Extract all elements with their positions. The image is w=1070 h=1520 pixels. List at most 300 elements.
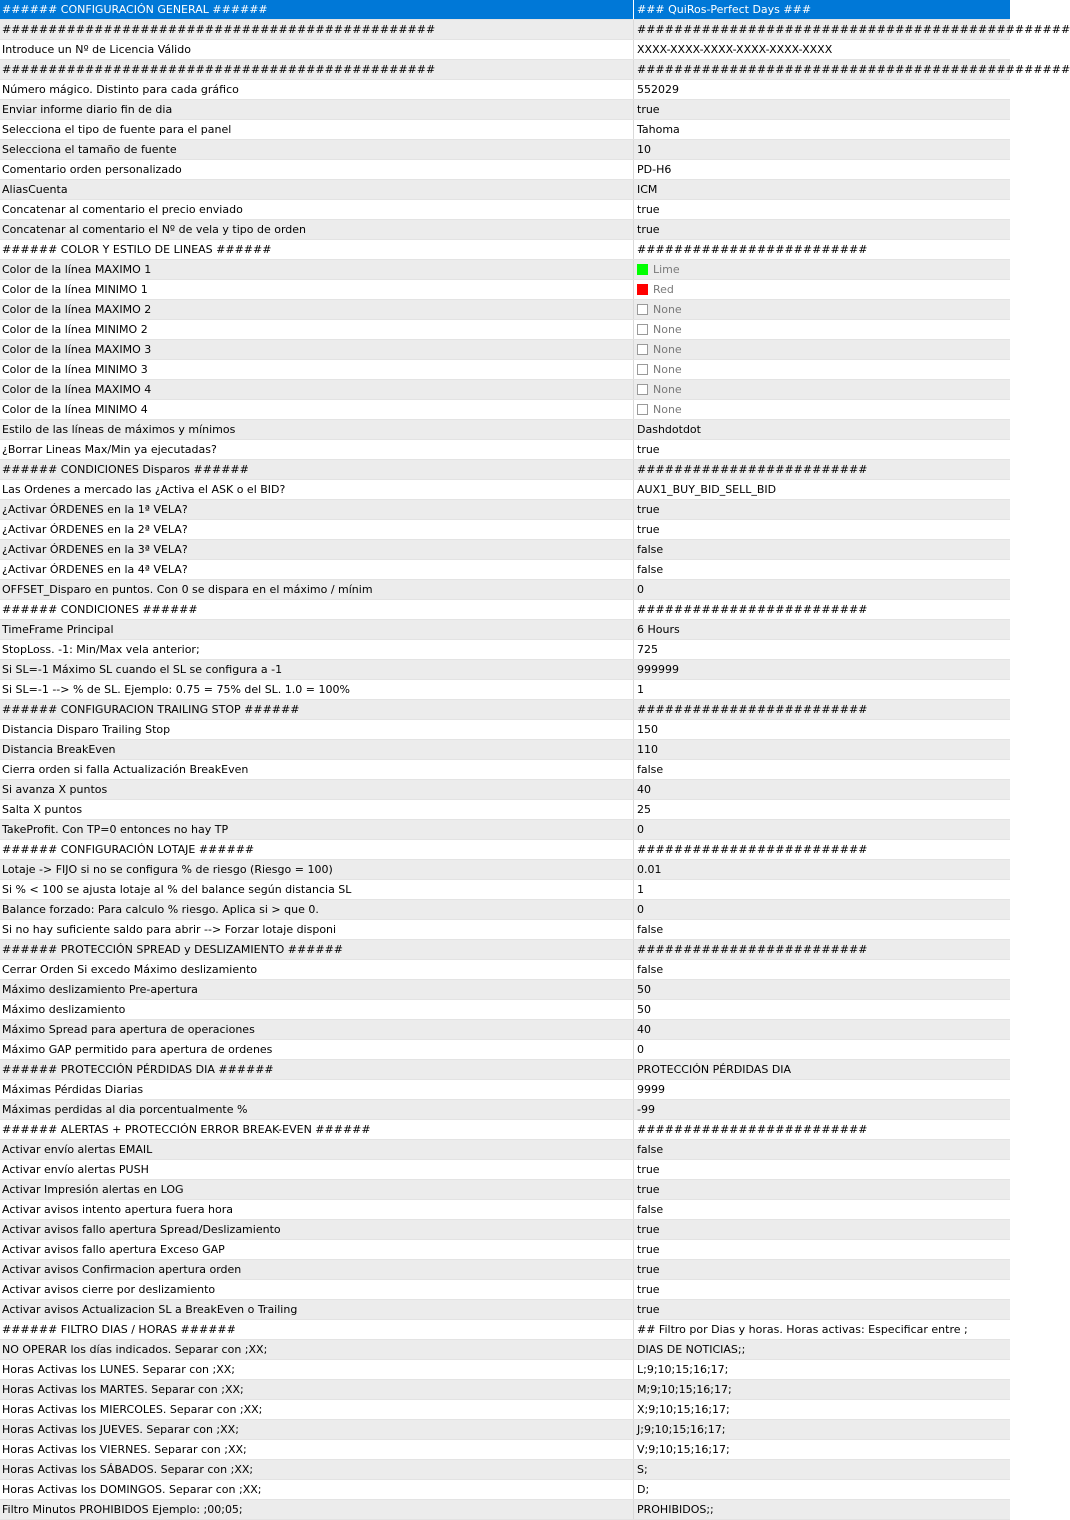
parameter-name: Activar avisos intento apertura fuera hora [0,1200,634,1219]
parameter-row[interactable] [0,320,1010,340]
parameter-name: Enviar informe diario fin de dia [0,100,634,119]
parameter-value[interactable] [634,1380,1010,1399]
parameter-row[interactable] [0,620,1010,640]
parameter-row[interactable] [0,640,1010,660]
parameter-row[interactable] [0,100,1010,120]
parameter-value[interactable] [634,160,1010,179]
parameter-name: Horas Activas los JUEVES. Separar con ;XX; [0,1420,634,1439]
parameter-value-text: ######################### [637,1123,868,1136]
parameter-value-text: J;9;10;15;16;17; [637,1423,726,1436]
parameter-value[interactable] [634,920,1010,939]
parameter-row[interactable] [0,1040,1010,1060]
parameter-row[interactable] [0,1460,1010,1480]
parameter-name: Introduce un Nº de Licencia Válido [0,40,634,59]
parameter-value-text: ######################### [637,703,868,716]
parameter-name: Cerrar Orden Si excedo Máximo deslizamiento [0,960,634,979]
parameter-value-text: ######################### [637,463,868,476]
parameter-value-text: AUX1_BUY_BID_SELL_BID [637,483,777,496]
parameter-value-text: ######################### [637,243,868,256]
parameter-row[interactable] [0,920,1010,940]
parameter-value[interactable] [634,200,1010,219]
color-swatch-icon [637,344,648,355]
parameter-value[interactable] [634,520,1010,539]
parameter-value-text: 0 [637,1043,644,1056]
parameter-row[interactable] [0,460,1010,480]
parameter-value-text: 1 [637,883,644,896]
parameter-name: Si % < 100 se ajusta lotaje al % del balance según distancia SL [0,880,634,899]
parameter-value-text: false [637,1203,664,1216]
parameter-row[interactable] [0,240,1010,260]
parameter-row[interactable] [0,40,1010,60]
parameter-value[interactable] [634,120,1010,139]
parameter-row[interactable] [0,340,1010,360]
color-name: None [653,303,682,316]
parameter-value-text: false [637,543,664,556]
parameter-value[interactable] [634,640,1010,659]
parameter-row[interactable] [0,1500,1010,1520]
parameter-row[interactable] [0,120,1010,140]
parameter-row[interactable] [0,1340,1010,1360]
parameter-value-text: 725 [637,643,658,656]
parameter-value-text: 0.01 [637,863,662,876]
parameter-name: Lotaje -> FIJO si no se configura % de riesgo (Riesgo = 100) [0,860,634,879]
parameter-value[interactable] [634,1240,1010,1259]
parameter-name: Distancia Disparo Trailing Stop [0,720,634,739]
parameter-row[interactable] [0,720,1010,740]
parameter-name: ¿Borrar Lineas Max/Min ya ejecutadas? [0,440,634,459]
parameter-value[interactable] [634,1060,1010,1079]
parameter-value-text: 0 [637,823,644,836]
parameter-row[interactable] [0,1300,1010,1320]
parameter-value-text: ############################################### [637,63,1070,76]
parameter-row[interactable] [0,600,1010,620]
parameter-row[interactable] [0,580,1010,600]
color-name: None [653,343,682,356]
parameter-row[interactable] [0,960,1010,980]
parameter-value[interactable] [634,100,1010,119]
parameter-name: Horas Activas los MARTES. Separar con ;XX; [0,1380,634,1399]
parameter-row[interactable] [0,220,1010,240]
parameter-row[interactable] [0,1020,1010,1040]
parameter-value-text: M;9;10;15;16;17; [637,1383,732,1396]
parameter-row[interactable] [0,300,1010,320]
parameter-value-text: S; [637,1463,648,1476]
parameter-value-text: true [637,503,660,516]
parameter-value[interactable] [634,500,1010,519]
parameter-name: NO OPERAR los días indicados. Separar con ;XX; [0,1340,634,1359]
parameter-name: ###### CONDICIONES Disparos ###### [0,460,634,479]
parameter-value-text: ############################################### [637,23,1070,36]
parameter-row[interactable] [0,1400,1010,1420]
color-swatch-icon [637,404,648,415]
parameter-row[interactable] [0,1480,1010,1500]
parameter-row[interactable] [0,540,1010,560]
parameter-value-text: 0 [637,583,644,596]
parameter-row[interactable] [0,820,1010,840]
parameter-value[interactable] [634,80,1010,99]
parameter-value-text: DIAS DE NOTICIAS;; [637,1343,746,1356]
parameter-value[interactable] [634,320,1010,339]
parameter-value-text: false [637,923,664,936]
parameter-value[interactable] [634,620,1010,639]
parameter-row[interactable] [0,1280,1010,1300]
parameter-value[interactable] [634,1500,1010,1519]
parameter-name: AliasCuenta [0,180,634,199]
parameter-name: TakeProfit. Con TP=0 entonces no hay TP [0,820,634,839]
parameter-value-text: 40 [637,1023,651,1036]
parameter-value[interactable] [634,800,1010,819]
parameter-value[interactable] [634,780,1010,799]
parameter-name: Horas Activas los LUNES. Separar con ;XX; [0,1360,634,1379]
parameter-value-text: 40 [637,783,651,796]
parameter-row[interactable] [0,20,1070,40]
parameter-row[interactable] [0,80,1010,100]
parameter-name: ###### ALERTAS + PROTECCIÓN ERROR BREAK-EVEN ###### [0,1120,634,1139]
parameter-row[interactable] [0,660,1010,680]
parameter-value-text: 50 [637,983,651,996]
parameter-row[interactable] [0,1120,1010,1140]
color-name: Red [653,283,674,296]
parameter-name: Máximo deslizamiento Pre-apertura [0,980,634,999]
parameter-value[interactable] [634,480,1010,499]
parameter-name: Cierra orden si falla Actualización BreakEven [0,760,634,779]
parameter-name: Máximo deslizamiento [0,1000,634,1019]
parameter-value-text: true [637,103,660,116]
parameter-name: Si SL=-1 --> % de SL. Ejemplo: 0.75 = 75% del SL. 1.0 = 100% [0,680,634,699]
parameter-value[interactable] [634,0,1010,19]
parameter-name: ###### COLOR Y ESTILO DE LINEAS ###### [0,240,634,259]
color-swatch-icon [637,384,648,395]
parameter-value[interactable] [634,40,1010,59]
parameter-row[interactable] [0,1160,1010,1180]
parameter-value-text: true [637,1223,660,1236]
parameter-row[interactable] [0,1000,1010,1020]
parameter-value[interactable] [634,1120,1010,1139]
parameter-row[interactable] [0,1240,1010,1260]
parameter-name: ###### PROTECCIÓN SPREAD y DESLIZAMIENTO ###### [0,940,634,959]
color-swatch-icon [637,364,648,375]
parameter-name: Horas Activas los DOMINGOS. Separar con ;XX; [0,1480,634,1499]
parameter-value[interactable] [634,220,1010,239]
parameter-name: Máximo GAP permitido para apertura de ordenes [0,1040,634,1059]
parameter-name: Color de la línea MINIMO 3 [0,360,634,379]
parameter-value-text: L;9;10;15;16;17; [637,1363,729,1376]
parameter-name: StopLoss. -1: Min/Max vela anterior; [0,640,634,659]
parameter-row[interactable] [0,280,1010,300]
parameter-row[interactable] [0,1320,1010,1340]
parameter-row[interactable] [0,1140,1010,1160]
parameter-value[interactable] [634,600,1010,619]
parameter-value[interactable] [634,820,1010,839]
parameter-value[interactable] [634,380,1010,399]
parameter-value[interactable] [634,420,1010,439]
parameter-value[interactable] [634,760,1010,779]
parameter-name: Filtro Minutos PROHIBIDOS Ejemplo: ;00;05; [0,1500,634,1519]
parameter-row[interactable] [0,360,1010,380]
parameter-value[interactable] [634,460,1010,479]
parameter-name: ###### CONFIGURACIÓN LOTAJE ###### [0,840,634,859]
parameter-value-text: true [637,1283,660,1296]
parameter-value[interactable] [634,340,1010,359]
parameter-row[interactable] [0,840,1010,860]
parameter-value-text: 110 [637,743,658,756]
parameter-name: ###### PROTECCIÓN PÉRDIDAS DIA ###### [0,1060,634,1079]
parameter-name: Si avanza X puntos [0,780,634,799]
parameter-row[interactable] [0,420,1010,440]
parameter-value[interactable] [634,60,1070,79]
parameter-name: ¿Activar ÓRDENES en la 4ª VELA? [0,560,634,579]
parameter-value-text: ## Filtro por Dias y horas. Horas activas: Especificar entre ; [637,1323,968,1336]
color-name: None [653,383,682,396]
parameter-name: TimeFrame Principal [0,620,634,639]
parameter-name: Las Ordenes a mercado las ¿Activa el ASK o el BID? [0,480,634,499]
parameter-value-text: 6 Hours [637,623,680,636]
parameter-name: Selecciona el tipo de fuente para el panel [0,120,634,139]
parameter-value-text: 1 [637,683,644,696]
parameter-name: Salta X puntos [0,800,634,819]
parameter-value-text: Tahoma [637,123,680,136]
parameter-row[interactable] [0,200,1010,220]
parameter-name: Activar envío alertas EMAIL [0,1140,634,1159]
parameter-row[interactable] [0,980,1010,1000]
parameter-name: Activar Impresión alertas en LOG [0,1180,634,1199]
parameter-value[interactable] [634,1460,1010,1479]
parameter-value-text: ### QuiRos-Perfect Days ### [637,3,812,16]
parameter-value[interactable] [634,360,1010,379]
parameter-value[interactable] [634,140,1010,159]
parameter-value-text: PD-H6 [637,163,672,176]
parameter-value[interactable] [634,260,1010,279]
parameter-name: Activar avisos cierre por deslizamiento [0,1280,634,1299]
parameter-row[interactable] [0,900,1010,920]
parameter-row[interactable] [0,1200,1010,1220]
parameter-value[interactable] [634,1040,1010,1059]
parameter-value[interactable] [634,1480,1010,1499]
parameter-value[interactable] [634,1160,1010,1179]
parameter-value[interactable] [634,880,1010,899]
parameter-value-text: 552029 [637,83,679,96]
parameter-row[interactable] [0,680,1010,700]
parameter-value[interactable] [634,1400,1010,1419]
parameter-value[interactable] [634,720,1010,739]
parameter-value[interactable] [634,680,1010,699]
parameter-value[interactable] [634,580,1010,599]
parameter-value[interactable] [634,1320,1010,1339]
color-name: Lime [653,263,680,276]
color-swatch-icon [637,324,648,335]
parameter-value-text: 150 [637,723,658,736]
parameter-value-text: -99 [637,1103,655,1116]
parameter-value[interactable] [634,840,1010,859]
parameter-value-text: true [637,1303,660,1316]
parameter-row[interactable] [0,140,1010,160]
parameter-value-text: true [637,1243,660,1256]
parameter-row[interactable] [0,1080,1010,1100]
parameter-value[interactable] [634,740,1010,759]
parameter-value[interactable] [634,440,1010,459]
parameter-value-text: 999999 [637,663,679,676]
parameter-name: ###### CONDICIONES ###### [0,600,634,619]
parameter-name: Comentario orden personalizado [0,160,634,179]
parameter-row[interactable] [0,700,1010,720]
parameter-value-text: true [637,223,660,236]
parameter-row[interactable] [0,1100,1010,1120]
parameter-name: ###### FILTRO DIAS / HORAS ###### [0,1320,634,1339]
parameter-row[interactable] [0,500,1010,520]
parameter-value-text: true [637,523,660,536]
parameter-value[interactable] [634,1020,1010,1039]
parameter-value[interactable] [634,400,1010,419]
parameter-value[interactable] [634,280,1010,299]
parameter-value[interactable] [634,700,1010,719]
parameter-name: Balance forzado: Para calculo % riesgo. Aplica si > que 0. [0,900,634,919]
parameter-name: Activar avisos Actualizacion SL a BreakEven o Trailing [0,1300,634,1319]
parameter-name: ¿Activar ÓRDENES en la 3ª VELA? [0,540,634,559]
parameter-value-text: true [637,1183,660,1196]
parameter-row[interactable] [0,1060,1010,1080]
parameter-row[interactable] [0,1360,1010,1380]
parameter-row[interactable] [0,940,1010,960]
parameter-name: Horas Activas los SÁBADOS. Separar con ;XX; [0,1460,634,1479]
parameter-name: OFFSET_Disparo en puntos. Con 0 se dispara en el máximo / mínim [0,580,634,599]
parameter-value[interactable] [634,1100,1010,1119]
parameter-name: Activar envío alertas PUSH [0,1160,634,1179]
parameter-value-text: 9999 [637,1083,665,1096]
parameter-name: Si no hay suficiente saldo para abrir --> Forzar lotaje disponi [0,920,634,939]
parameter-value-text: V;9;10;15;16;17; [637,1443,730,1456]
parameter-row[interactable] [0,1420,1010,1440]
parameter-value[interactable] [634,900,1010,919]
parameter-row[interactable] [0,180,1010,200]
parameter-value[interactable] [634,1280,1010,1299]
parameter-value[interactable] [634,860,1010,879]
parameter-value-text: 25 [637,803,651,816]
parameter-name: Color de la línea MINIMO 1 [0,280,634,299]
parameter-name: Concatenar al comentario el Nº de vela y tipo de orden [0,220,634,239]
parameter-value-text: 50 [637,1003,651,1016]
parameter-row[interactable] [0,400,1010,420]
parameter-value-text: true [637,1163,660,1176]
parameter-row[interactable] [0,860,1010,880]
parameter-row[interactable] [0,800,1010,820]
parameter-row[interactable] [0,1440,1010,1460]
parameter-row[interactable] [0,1180,1010,1200]
parameter-row[interactable] [0,160,1010,180]
parameter-name: ¿Activar ÓRDENES en la 2ª VELA? [0,520,634,539]
parameter-name: Activar avisos Confirmacion apertura orden [0,1260,634,1279]
parameter-row[interactable] [0,380,1010,400]
parameter-row[interactable] [0,0,1010,20]
parameter-row[interactable] [0,480,1010,500]
color-swatch-icon [637,264,648,275]
parameter-value[interactable] [634,560,1010,579]
parameter-value-text: Dashdotdot [637,423,701,436]
parameter-value[interactable] [634,660,1010,679]
parameter-row[interactable] [0,440,1010,460]
parameter-name: Máximas perdidas al dia porcentualmente % [0,1100,634,1119]
parameter-name: ¿Activar ÓRDENES en la 1ª VELA? [0,500,634,519]
parameter-value[interactable] [634,960,1010,979]
parameter-value[interactable] [634,1140,1010,1159]
parameter-value[interactable] [634,1340,1010,1359]
parameter-name: Horas Activas los MIERCOLES. Separar con ;XX; [0,1400,634,1419]
parameter-value[interactable] [634,980,1010,999]
parameter-name: Activar avisos fallo apertura Spread/Deslizamiento [0,1220,634,1239]
parameter-value-text: 0 [637,903,644,916]
parameter-row[interactable] [0,760,1010,780]
parameter-value-text: ######################### [637,603,868,616]
parameter-row[interactable] [0,1220,1010,1240]
parameter-name: ############################################### [0,60,634,79]
parameter-name: Si SL=-1 Máximo SL cuando el SL se configura a -1 [0,660,634,679]
parameter-name: Activar avisos fallo apertura Exceso GAP [0,1240,634,1259]
parameter-name: Color de la línea MINIMO 4 [0,400,634,419]
parameter-value[interactable] [634,540,1010,559]
parameter-row[interactable] [0,1380,1010,1400]
parameter-value-text: ICM [637,183,658,196]
parameter-row[interactable] [0,1260,1010,1280]
parameter-row[interactable] [0,60,1070,80]
parameter-value-text: X;9;10;15;16;17; [637,1403,730,1416]
parameter-value[interactable] [634,1180,1010,1199]
parameter-value-text: ######################### [637,943,868,956]
parameter-value[interactable] [634,180,1010,199]
parameter-value[interactable] [634,1220,1010,1239]
parameter-value[interactable] [634,240,1010,259]
parameter-value[interactable] [634,1260,1010,1279]
parameter-row[interactable] [0,560,1010,580]
parameter-value[interactable] [634,1420,1010,1439]
parameter-value[interactable] [634,940,1010,959]
parameter-row[interactable] [0,740,1010,760]
parameter-value-text: D; [637,1483,650,1496]
parameter-value-text: PROHIBIDOS;; [637,1503,714,1516]
parameter-row[interactable] [0,260,1010,280]
parameter-value-text: false [637,763,664,776]
parameter-row[interactable] [0,520,1010,540]
parameter-row[interactable] [0,780,1010,800]
parameter-name: Color de la línea MAXIMO 1 [0,260,634,279]
parameter-value[interactable] [634,1080,1010,1099]
color-swatch-icon [637,304,648,315]
parameter-value[interactable] [634,1300,1010,1319]
parameter-name: Color de la línea MAXIMO 4 [0,380,634,399]
parameter-name: Horas Activas los VIERNES. Separar con ;XX; [0,1440,634,1459]
parameter-value[interactable] [634,1200,1010,1219]
color-name: None [653,363,682,376]
parameter-value-text: false [637,963,664,976]
parameter-name: Selecciona el tamaño de fuente [0,140,634,159]
parameter-value-text: PROTECCIÓN PÉRDIDAS DIA [637,1063,792,1076]
color-name: None [653,403,682,416]
parameter-value-text: 10 [637,143,651,156]
parameter-value-text: true [637,1263,660,1276]
parameter-name: ###### CONFIGURACION TRAILING STOP ###### [0,700,634,719]
color-swatch-icon [637,284,648,295]
parameter-row[interactable] [0,880,1010,900]
parameter-name: Número mágico. Distinto para cada gráfico [0,80,634,99]
parameter-name: ############################################### [0,20,634,39]
parameter-value[interactable] [634,1000,1010,1019]
parameter-name: Color de la línea MAXIMO 3 [0,340,634,359]
parameter-value[interactable] [634,1440,1010,1459]
parameter-value-text: true [637,443,660,456]
parameter-value[interactable] [634,20,1070,39]
color-name: None [653,323,682,336]
parameter-value[interactable] [634,1360,1010,1379]
parameter-value-text: true [637,203,660,216]
parameter-value[interactable] [634,300,1010,319]
